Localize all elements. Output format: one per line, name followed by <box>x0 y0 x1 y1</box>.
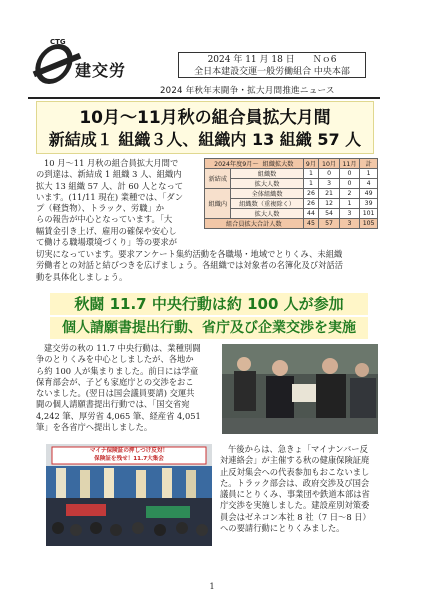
expansion-stats-table <box>204 158 378 229</box>
total-value-cell: 57 <box>319 219 339 229</box>
value-cell: 0 <box>339 179 359 189</box>
value-cell: 26 <box>303 189 319 199</box>
value-cell: 44 <box>303 209 319 219</box>
total-value-cell: 45 <box>303 219 319 229</box>
intro-paragraph-tail <box>36 249 380 283</box>
body-line: 午後からは、急きょ「マイナンバー反 <box>228 444 368 454</box>
intro-line: 幅賃金引き上げ、雇用の確保や安心し <box>36 225 177 236</box>
total-value-cell: 105 <box>360 219 378 229</box>
value-cell: 3 <box>339 209 359 219</box>
intro-line: らの報告が中心となっています。「大 <box>36 214 173 225</box>
rally-photo <box>46 444 212 546</box>
body-line: への要請行動にとりくみました。 <box>220 523 345 534</box>
table-row <box>205 189 378 199</box>
table-header-cell: 計 <box>360 159 378 169</box>
value-cell: 1 <box>360 169 378 179</box>
petition-photo <box>222 344 378 434</box>
table-header-cell: 11月 <box>339 159 359 169</box>
value-cell: 12 <box>319 199 339 209</box>
logo-text: CTG <box>50 38 66 46</box>
total-label-cell: 組合員拡大合計人数 <box>205 219 304 229</box>
label-cell: 全体組織数 <box>231 189 303 199</box>
intro-line: プ（軽貨物）、トラック、労職」か <box>36 203 165 214</box>
banner-text: 秋闘 11.7 中央行動は約 100 人が参加 <box>74 295 344 313</box>
intro-line: 拡大 13 組織 57 人、計 60 人となって <box>36 180 184 191</box>
body-line: ないました。(翌日は国会議員要請) 交運共 <box>36 388 195 399</box>
total-value-cell: 3 <box>339 219 359 229</box>
value-cell: 49 <box>360 189 378 199</box>
table-row <box>205 179 378 189</box>
label-cell: 組織数（重複除く） <box>231 199 303 209</box>
group-cell: 組織内 <box>205 189 231 219</box>
header-divider <box>28 97 380 99</box>
intro-line: 切実になっています。要求アンケート集約活動を各職場・地域でとりくみ、未組織 <box>36 249 343 259</box>
value-cell: 39 <box>360 199 378 209</box>
table-header-cell <box>205 159 304 169</box>
table-header-cell: 9月 <box>303 159 319 169</box>
section-banner-petition <box>50 317 368 339</box>
body-line: 闘の個人請願書提出行動では、「国交省宛 <box>36 399 190 410</box>
intro-line: います。(11/11 現在) 業種では、「ダン <box>36 191 184 202</box>
body-line: ら約 100 人が集まりました。前日には学童 <box>36 365 199 376</box>
body-line: 止反対集会への代表参加もおこないまし <box>220 466 370 477</box>
headline-sub: 新結成１ 組織３人、組織内 13 組織 57 人 <box>48 130 362 149</box>
value-cell: 1 <box>339 199 359 209</box>
publisher: 全日本建設交運一般労働組合 中央本部 <box>194 67 350 77</box>
intro-line: 動を具体化しましょう。 <box>36 271 128 282</box>
issue-info-box <box>178 52 366 78</box>
body-line: 員会はゼネコン本社 8 社（7 日～8 日） <box>220 511 371 522</box>
header-metric: 組織拡大数 <box>262 161 294 168</box>
table-header-row <box>205 159 378 169</box>
table-total-row <box>205 219 378 229</box>
body-line: 争のとりくみを中心としましたが、各地か <box>36 354 194 365</box>
value-cell: 1 <box>303 169 319 179</box>
intro-line: て働ける職場環境づくり」等の要求が <box>36 237 178 248</box>
value-cell: 4 <box>360 179 378 189</box>
value-cell: 21 <box>319 189 339 199</box>
body-line: 対連絡会」が主催する秋の健康保険証廃 <box>220 455 370 466</box>
body-line: 保育部会が、子ども家庭庁との交渉をおこ <box>36 376 194 387</box>
table-header-cell: 10月 <box>319 159 339 169</box>
banner-text: 個人請願書提出行動、省庁及び企業交渉を実施 <box>62 320 356 336</box>
intro-line: の到達は、新結成 1 組織 3 人、組織内 <box>36 169 182 180</box>
issue-date: 2024 年 11 月 18 日 Ｎｏ6 <box>207 55 337 65</box>
table-row <box>205 199 378 209</box>
news-series: 2024 年秋年末闘争・拡大月間推進ニュース <box>160 86 335 96</box>
action-paragraph <box>36 343 214 433</box>
section-banner-action <box>50 293 368 315</box>
value-cell: 26 <box>303 199 319 209</box>
body-line: 筆」を各省庁へ提出しました。 <box>36 422 153 433</box>
body-line: 庁交渉を実施しました。建設産別対策委 <box>220 500 370 511</box>
label-cell: 拡大人数 <box>231 209 303 219</box>
value-cell: 2 <box>339 189 359 199</box>
group-cell: 新結成 <box>205 169 231 189</box>
body-line: た。トラック部会は、政府交渉及び国会 <box>220 477 370 488</box>
body-line: 4,242 筆、厚労省 4,065 筆、経産省 4,051 <box>36 410 201 421</box>
afternoon-paragraph <box>220 444 382 534</box>
value-cell: 54 <box>319 209 339 219</box>
intro-line: 労働者との対話と結びつきを広げましょう。各組織では対象者の名簿化及び対話活 <box>36 260 343 271</box>
table-row <box>205 209 378 219</box>
page-number: 1 <box>209 582 215 591</box>
body-line: 建交労の秋の 11.7 中央行動は、業種別闘 <box>44 343 201 353</box>
intro-line: 10 月～11 月秋の組合員拡大月間で <box>44 158 179 168</box>
rally-banner-text: マイナ保険証の押しつけ反対！ 保険証を残せ！11.7大集会 <box>89 448 169 462</box>
headline-main: 10月～11月秋の組合員拡大月間 <box>79 108 331 128</box>
org-short-name: 建交労 <box>75 61 127 80</box>
value-cell: 3 <box>319 179 339 189</box>
value-cell: 0 <box>339 169 359 179</box>
label-cell: 拡大人数 <box>231 179 303 189</box>
intro-paragraph <box>36 158 200 248</box>
header-period: 2024年度9月～ <box>214 161 259 168</box>
value-cell: 0 <box>319 169 339 179</box>
value-cell: 1 <box>303 179 319 189</box>
label-cell: 組織数 <box>231 169 303 179</box>
table-row <box>205 169 378 179</box>
value-cell: 101 <box>360 209 378 219</box>
body-line: 議員にとりくみ、事業団や鉄道本部は省 <box>220 489 370 500</box>
